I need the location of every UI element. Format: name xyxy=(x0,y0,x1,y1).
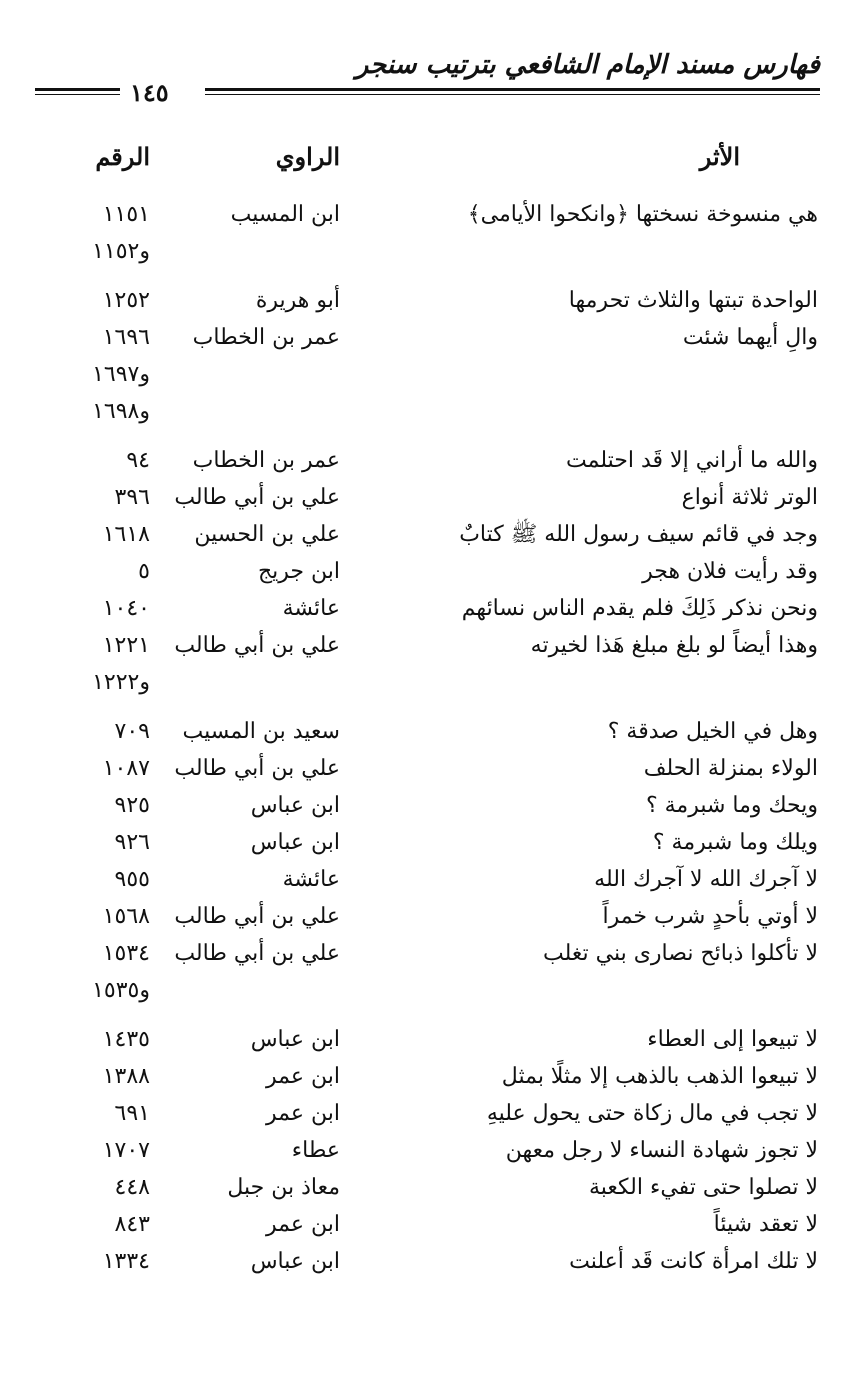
row-narrator: علي بن أبي طالب xyxy=(174,756,340,781)
row-number: و١١٥٢ xyxy=(92,239,150,264)
row-text: الواحدة تبتها والثلاث تحرمها xyxy=(568,288,818,313)
row-text: لا تلك امرأة كانت قَد أعلنت xyxy=(569,1249,818,1274)
row-text: والِ أيهما شئت xyxy=(682,325,818,350)
row-text: لا تبيعوا الذهب بالذهب إلا مثلًا بمثل xyxy=(501,1064,818,1089)
table-row xyxy=(0,664,850,701)
row-text: وجد في قائم سيف رسول الله ﷺ كتابٌ xyxy=(459,522,818,547)
row-number: و١٢٢٢ xyxy=(92,670,150,695)
row-number: ٧٠٩ xyxy=(114,719,150,744)
table-row xyxy=(0,356,850,393)
row-text: لا آجرك الله لا آجرك الله xyxy=(594,867,818,892)
row-text: الوتر ثلاثة أنواع xyxy=(681,485,818,510)
table-row xyxy=(0,282,850,319)
row-number: ١٧٠٧ xyxy=(102,1138,150,1163)
row-text: لا تجب في مال زكاة حتى يحول عليهِ xyxy=(486,1101,818,1126)
row-number: ٥ xyxy=(138,559,150,584)
row-narrator: ابن عباس xyxy=(250,1027,340,1052)
row-text: والله ما أراني إلا قَد احتلمت xyxy=(566,448,818,473)
row-number: و١٦٩٨ xyxy=(92,399,150,424)
row-text: لا تبيعوا إلى العطاء xyxy=(647,1027,818,1052)
row-number: ١٠٤٠ xyxy=(102,596,150,621)
row-number: ٩٢٥ xyxy=(114,793,150,818)
row-narrator: معاذ بن جبل xyxy=(227,1175,340,1200)
column-header-narrator: الراوي xyxy=(275,142,340,171)
table-row xyxy=(0,898,850,935)
row-narrator: عائشة xyxy=(282,596,340,621)
row-narrator: سعيد بن المسيب xyxy=(182,719,340,744)
table-row xyxy=(0,516,850,553)
row-number: ١٠٨٧ xyxy=(102,756,150,781)
row-text: لا تجوز شهادة النساء لا رجل معهن xyxy=(505,1138,818,1163)
row-narrator: علي بن أبي طالب xyxy=(174,904,340,929)
row-narrator: أبو هريرة xyxy=(255,288,340,313)
row-number: ١٤٣٥ xyxy=(102,1027,150,1052)
column-header-text: الأثر xyxy=(699,142,740,171)
row-narrator: عائشة xyxy=(282,867,340,892)
row-text: الولاء بمنزلة الحلف xyxy=(643,756,818,781)
table-row xyxy=(0,1169,850,1206)
row-number: ٩٢٦ xyxy=(114,830,150,855)
header-rule xyxy=(205,88,820,95)
table-row xyxy=(0,590,850,627)
page-number: ١٤٥ xyxy=(130,78,169,107)
table-row xyxy=(0,1132,850,1169)
table-row xyxy=(0,1095,850,1132)
row-text: لا أوتي بأحدٍ شرب خمراً xyxy=(602,904,818,929)
row-number: ١٥٣٤ xyxy=(102,941,150,966)
table-row xyxy=(0,627,850,664)
row-text: ونحن نذكر ذَلِكَ فلم يقدم الناس نسائهم xyxy=(461,596,818,621)
row-text: وهذا أيضاً لو بلغ مبلغ هَذا لخيرته xyxy=(530,633,818,658)
row-number: و١٥٣٥ xyxy=(92,978,150,1003)
header-rule-short xyxy=(35,88,120,95)
page-header xyxy=(30,50,820,110)
row-text: ويحك وما شبرمة ؟ xyxy=(645,793,818,818)
row-number: ٩٥٥ xyxy=(114,867,150,892)
index-table xyxy=(0,196,850,1280)
row-text: لا تعقد شيئاً xyxy=(713,1212,818,1237)
row-narrator: ابن عباس xyxy=(250,793,340,818)
row-narrator: عمر بن الخطاب xyxy=(192,325,340,350)
row-text: وقد رأيت فلان هجر xyxy=(642,559,818,584)
row-text: لا تصلوا حتى تفيء الكعبة xyxy=(588,1175,818,1200)
table-row xyxy=(0,750,850,787)
row-narrator: عطاء xyxy=(291,1138,340,1163)
table-row xyxy=(0,393,850,430)
table-row xyxy=(0,787,850,824)
table-row xyxy=(0,713,850,750)
row-narrator: ابن عمر xyxy=(266,1212,340,1237)
table-row xyxy=(0,861,850,898)
table-row xyxy=(0,196,850,233)
row-narrator: علي بن الحسين xyxy=(194,522,340,547)
table-row xyxy=(0,553,850,590)
row-narrator: ابن عمر xyxy=(266,1101,340,1126)
row-narrator: ابن عباس xyxy=(250,1249,340,1274)
table-row xyxy=(0,972,850,1009)
table-row xyxy=(0,233,850,270)
row-number: ٦٩١ xyxy=(114,1101,150,1126)
row-number: ٩٤ xyxy=(126,448,150,473)
row-number: ٤٤٨ xyxy=(114,1175,150,1200)
row-number: ١٢٥٢ xyxy=(102,288,150,313)
row-text: لا تأكلوا ذبائح نصارى بني تغلب xyxy=(543,941,818,966)
row-number: ١٦١٨ xyxy=(102,522,150,547)
row-narrator: ابن عمر xyxy=(266,1064,340,1089)
row-narrator: ابن المسيب xyxy=(230,202,340,227)
row-narrator: ابن جريج xyxy=(257,559,340,584)
table-row xyxy=(0,319,850,356)
row-narrator: علي بن أبي طالب xyxy=(174,941,340,966)
row-number: و١٦٩٧ xyxy=(92,362,150,387)
row-narrator: عمر بن الخطاب xyxy=(192,448,340,473)
column-header-number: الرقم xyxy=(95,142,150,171)
table-row xyxy=(0,1206,850,1243)
row-text: وهل في الخيل صدقة ؟ xyxy=(607,719,818,744)
table-row xyxy=(0,935,850,972)
row-number: ١٥٦٨ xyxy=(102,904,150,929)
table-row xyxy=(0,1243,850,1280)
table-row xyxy=(0,479,850,516)
row-text: هي منسوخة نسختها ﴿وانكحوا الأيامى﴾ xyxy=(467,202,818,227)
table-row xyxy=(0,442,850,479)
row-number: ١٣٨٨ xyxy=(102,1064,150,1089)
row-number: ٨٤٣ xyxy=(114,1212,150,1237)
row-narrator: علي بن أبي طالب xyxy=(174,633,340,658)
row-number: ١٣٣٤ xyxy=(102,1249,150,1274)
running-title: فهارس مسند الإمام الشافعي بترتيب سنجر xyxy=(355,50,820,80)
row-narrator: ابن عباس xyxy=(250,830,340,855)
row-text: ويلك وما شبرمة ؟ xyxy=(652,830,818,855)
table-row xyxy=(0,1021,850,1058)
row-number: ١٦٩٦ xyxy=(102,325,150,350)
table-row xyxy=(0,1058,850,1095)
row-number: ١١٥١ xyxy=(102,202,150,227)
row-number: ٣٩٦ xyxy=(114,485,150,510)
row-narrator: علي بن أبي طالب xyxy=(174,485,340,510)
table-row xyxy=(0,824,850,861)
row-number: ١٢٢١ xyxy=(102,633,150,658)
